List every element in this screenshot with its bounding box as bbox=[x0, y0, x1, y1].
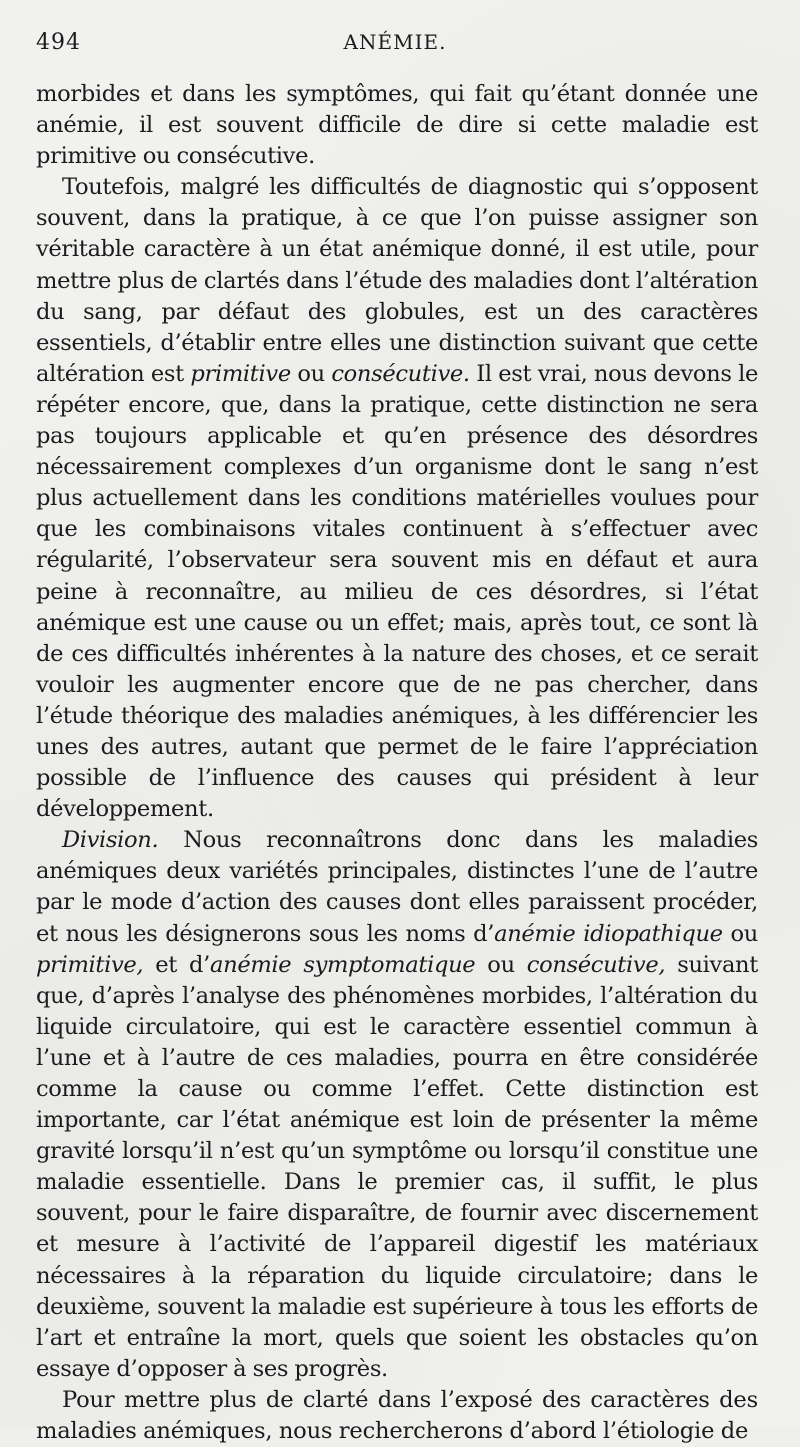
text-run: ou bbox=[475, 951, 527, 978]
italic-term-consecutive: consécutive. bbox=[331, 360, 470, 387]
italic-term-consecutive: consécutive, bbox=[526, 951, 666, 978]
italic-term-primitive: primitive bbox=[190, 360, 291, 387]
page-number: 494 bbox=[36, 30, 81, 55]
text-run: et d’ bbox=[143, 951, 210, 978]
section-heading-division: Division. bbox=[62, 827, 159, 854]
text-run: Nous reconnaîtrons donc dans les maladies anémiques deux variétés principales, distinctes l’une de l’autre par le mode d’action des causes dont elles paraissent procéder, et nous les désignerons sous les noms d’ bbox=[36, 827, 758, 947]
text-run: suivant que, d’après l’analyse des phénomènes morbides, l’altération du liquide circulatoire, qui est le caractère essentiel commun à l’une et à l’autre de ces maladies, pourra en être considérée comme la cause ou comme l’effet. Cette distinction est importante, car l’état anémique est loin de présenter la même gravité lorsqu’il n’est qu’un symptôme ou lorsqu’il constitue une maladie essentielle. Dans le premier cas, il suffit, le plus souvent, pour le faire disparaître, de fournir avec discernement et mesure à l’activité de l’appareil digestif les matériaux nécessaires à la réparation du liquide circulatoire; dans le deuxième, souvent la maladie est supérieure à tous les efforts de l’art et entraîne la mort, quels que soient les obstacles qu’on essaye d’opposer à ses progrès. bbox=[36, 951, 758, 1382]
italic-term-anemie-symptomatique: anémie symptomatique bbox=[210, 951, 476, 978]
text-run: ou bbox=[290, 360, 332, 387]
paragraph-toutefois bbox=[36, 172, 758, 825]
running-header bbox=[36, 30, 754, 60]
text-run: ou bbox=[722, 920, 758, 947]
running-title: ANÉMIE. bbox=[343, 30, 447, 54]
text-run: Il est vrai, nous devons le répéter encore, que, dans la pratique, cette distinction ne sera pas toujours applicable et qu’en présence des désordres nécessairement complexes d’un organisme dont le sang n’est plus actuellement dans les conditions matérielles voulues pour que les combinaisons vitales continuent à s’effectuer avec régularité, l’observateur sera souvent mis en défaut et aura peine à reconnaître, au milieu de ces désordres, si l’état anémique est une cause ou un effet; mais, après tout, ce sont là de ces difficultés inhérentes à la nature des choses, et ce serait vouloir les augmenter encore que de ne pas chercher, dans l’étude théorique des maladies anémiques, à les différencier les unes des autres, autant que permet de le faire l’appréciation possible de l’influence des causes qui président à leur développement. bbox=[36, 360, 758, 823]
paragraph-pour-mettre: Pour mettre plus de clarté dans l’exposé des caractères des maladies anémiques, nous rechercherons d’abord l’étiologie de bbox=[36, 1386, 758, 1445]
text-run: Toutefois, malgré les difficultés de diagnostic qui s’opposent souvent, dans la pratique, à ce que l’on puisse assigner son véritable caractère à un état anémique donné, il est utile, pour mettre plus de clartés dans l’étude des maladies dont l’altération du sang, par défaut des globules, est un des caractères essentiels, d’établir entre elles une distinction suivant que cette altération est bbox=[36, 174, 758, 387]
text-body bbox=[36, 79, 758, 1447]
italic-term-primitive: primitive, bbox=[36, 951, 144, 978]
paragraph-division bbox=[36, 825, 758, 1385]
italic-term-anemie-idiopathique: anémie idiopathique bbox=[494, 920, 723, 947]
paragraph-continuation: morbides et dans les symptômes, qui fait qu’étant donnée une anémie, il est souvent difficile de dire si cette maladie est primitive ou consécutive. bbox=[36, 81, 758, 170]
